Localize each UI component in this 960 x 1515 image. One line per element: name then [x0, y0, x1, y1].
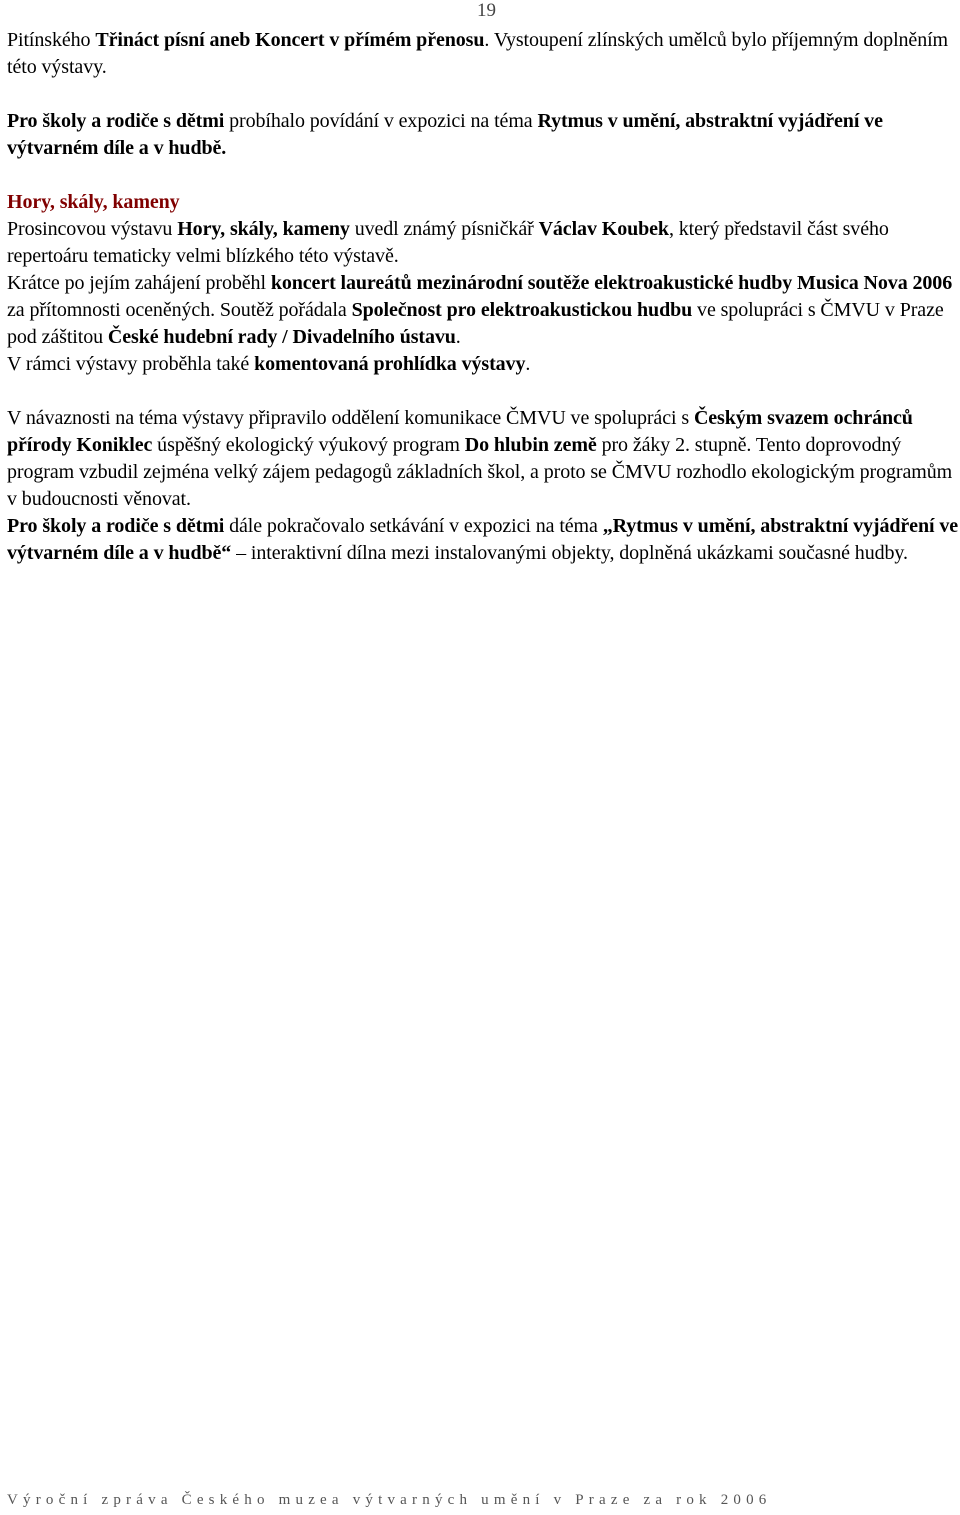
bold-run: Hory, skály, kameny: [177, 218, 350, 240]
bold-run: Pro školy a rodiče s dětmi: [7, 110, 225, 132]
text-run: uvedl známý písničkář: [349, 218, 539, 240]
text-run: Krátce po jejím zahájení proběhl: [7, 272, 271, 294]
bold-run: České hudební rady / Divadelního ústavu: [107, 326, 456, 348]
text-run: dále pokračovalo setkávání v expozici na téma: [224, 515, 603, 537]
page-number: 19: [477, 0, 496, 21]
bold-run: komentovaná prohlídka výstavy: [254, 353, 526, 375]
bold-run: Třináct písní aneb Koncert v přímém přenosu: [95, 29, 485, 51]
bold-run: Do hlubin země: [464, 434, 597, 456]
paragraph-guided-tour: [7, 351, 959, 378]
text-run: úspěšný ekologický výukový program: [152, 434, 465, 456]
bold-run: Společnost pro elektroakustickou hudbu: [351, 299, 693, 321]
text-run: – interaktivní dílna mezi instalovanými objekty, doplněná ukázkami současné hudby.: [231, 542, 908, 564]
text-run: ve spolupráci s ČMVU v Praze pod záštitou: [7, 299, 944, 348]
text-run: .: [455, 326, 461, 348]
text-run: .: [525, 353, 531, 375]
paragraph-schools-workshop: [7, 513, 959, 567]
paragraph-laureates-concert: [7, 270, 959, 351]
text-run: V návaznosti na téma výstavy připravilo oddělení komunikace ČMVU ve spolupráci s: [7, 407, 694, 429]
text-run: . Vystoupení zlínských umělců bylo příjemným doplněním této výstavy.: [7, 29, 949, 78]
paragraph-schools-rhythm: [7, 108, 959, 162]
paragraph-ecology-program: [7, 405, 959, 513]
text-run: V rámci výstavy proběhla také: [7, 353, 255, 375]
bold-run: „Rytmus v umění, abstraktní vyjádření ve výtvarném díle a v hudbě“: [7, 515, 959, 564]
document-body: [7, 27, 959, 567]
bold-run: Václav Koubek: [538, 218, 669, 240]
bold-run: Českým svazem ochránců přírody Koniklec: [7, 407, 913, 456]
bold-run: Rytmus v umění, abstraktní vyjádření ve výtvarném díle a v hudbě.: [7, 110, 883, 159]
paragraph-exhibition-opening: [7, 216, 959, 270]
text-run: za přítomnosti oceněných. Soutěž pořádala: [7, 299, 352, 321]
paragraph-gap: [7, 81, 959, 108]
text-run: pro žáky 2. stupně. Tento doprovodný program vzbudil zejména velký zájem pedagogů základních škol, a proto se ČMVU rozhodlo ekologickým programům v budoucnosti věnovat.: [7, 434, 953, 510]
text-run: Prosincovou výstavu: [7, 218, 178, 240]
bold-run: koncert laureátů mezinárodní soutěže elektroakustické hudby Musica Nova 2006: [270, 272, 953, 294]
bold-run: Pro školy a rodiče s dětmi: [7, 515, 225, 537]
text-run: probíhalo povídání v expozici na téma: [224, 110, 538, 132]
paragraph-gap: [7, 378, 959, 405]
paragraph-concert-intro: [7, 27, 959, 81]
text-run: Pitínského: [7, 29, 96, 51]
text-run: , který představil část svého repertoáru tematicky velmi blízkého této výstavě.: [7, 218, 889, 267]
paragraph-gap: [7, 162, 959, 189]
section-heading: Hory, skály, kameny: [7, 191, 180, 213]
page-footer: Výroční zpráva Českého muzea výtvarných umění v Praze za rok 2006: [7, 1492, 772, 1508]
